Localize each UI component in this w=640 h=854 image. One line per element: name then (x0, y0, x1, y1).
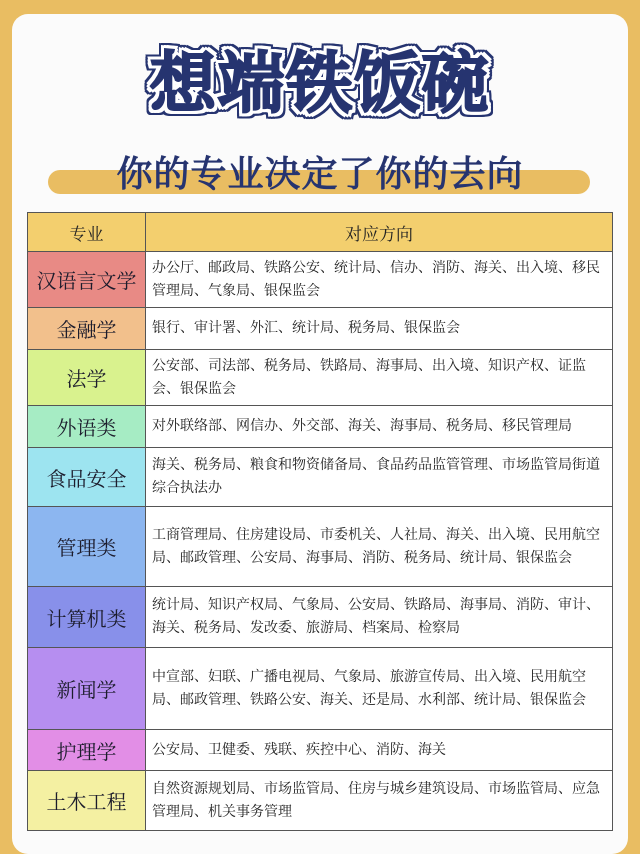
table-row (28, 507, 613, 587)
major-cell: 法学 (28, 350, 146, 406)
major-cell: 金融学 (28, 308, 146, 350)
directions-cell: 中宣部、妇联、广播电视局、气象局、旅游宣传局、出入境、民用航空局、邮政管理、铁路公安、海关、还是局、水利部、统计局、银保监会 (146, 648, 613, 730)
table-row (28, 350, 613, 406)
directions-cell: 海关、税务局、粮食和物资储备局、食品药品监管管理、市场监管局街道综合执法办 (146, 448, 613, 507)
major-cell: 外语类 (28, 406, 146, 448)
table-row (28, 252, 613, 308)
header-directions: 对应方向 (146, 213, 613, 252)
major-cell: 护理学 (28, 730, 146, 771)
table-row (28, 771, 613, 831)
major-cell: 管理类 (28, 507, 146, 587)
major-cell: 土木工程 (28, 771, 146, 831)
major-cell: 新闻学 (28, 648, 146, 730)
table-row (28, 730, 613, 771)
directions-cell: 对外联络部、网信办、外交部、海关、海事局、税务局、移民管理局 (146, 406, 613, 448)
page-subtitle: 你的专业决定了你的去向 (116, 154, 524, 195)
directions-cell: 办公厅、邮政局、铁路公安、统计局、信办、消防、海关、出入境、移民管理局、气象局、银保监会 (146, 252, 613, 308)
table-row (28, 587, 613, 648)
directions-cell: 统计局、知识产权局、气象局、公安局、铁路局、海事局、消防、审计、海关、税务局、发改委、旅游局、档案局、检察局 (146, 587, 613, 648)
directions-cell: 自然资源规划局、市场监管局、住房与城乡建筑设局、市场监管局、应急管理局、机关事务管理 (146, 771, 613, 831)
header-major: 专业 (28, 213, 146, 252)
table-row (28, 308, 613, 350)
page-title: 想端铁饭碗 (150, 45, 490, 122)
major-cell: 食品安全 (28, 448, 146, 507)
major-cell: 汉语言文学 (28, 252, 146, 308)
major-cell: 计算机类 (28, 587, 146, 648)
table-header-row (28, 213, 613, 252)
directions-cell: 公安部、司法部、税务局、铁路局、海事局、出入境、知识产权、证监会、银保监会 (146, 350, 613, 406)
table-row (28, 406, 613, 448)
directions-cell: 公安局、卫健委、残联、疾控中心、消防、海关 (146, 730, 613, 771)
directions-cell: 银行、审计署、外汇、统计局、税务局、银保监会 (146, 308, 613, 350)
table-row (28, 448, 613, 507)
table-row (28, 648, 613, 730)
directions-cell: 工商管理局、住房建设局、市委机关、人社局、海关、出入境、民用航空局、邮政管理、公安局、海事局、消防、税务局、统计局、银保监会 (146, 507, 613, 587)
major-direction-table (27, 212, 613, 831)
